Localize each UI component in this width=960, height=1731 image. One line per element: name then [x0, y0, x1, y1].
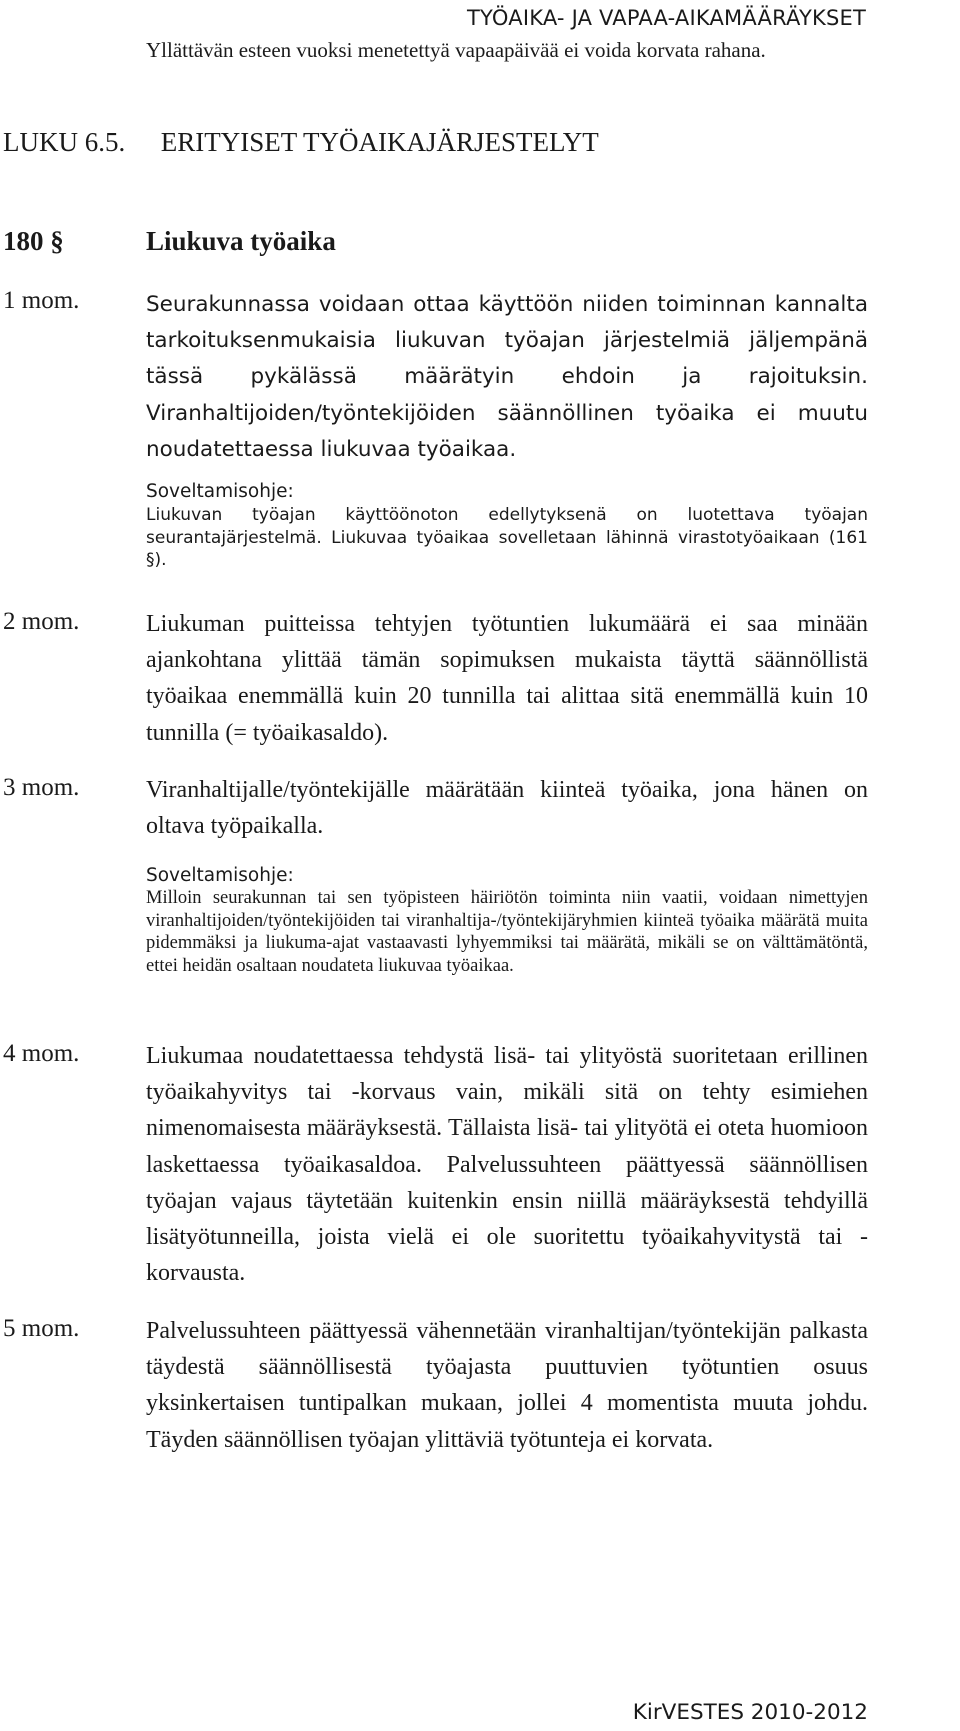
- moment-text-5: Palvelussuhteen päättyessä vähennetään viranhaltijan/työntekijän palkasta täydestä säännöllisestä työajasta puuttuvien työtuntien osuus yksinkertaisen tuntipalkan mukaan, jollei 4 momentista muuta johdu. Täyden säännöllisen työajan ylittäviä työtunteja ei korvata.: [146, 1318, 868, 1453]
- chapter-title: ERITYISET TYÖAIKAJÄRJESTELYT: [160, 127, 599, 157]
- note-label-1: Soveltamisohje:: [146, 481, 294, 502]
- chapter-heading: [3, 127, 599, 158]
- moment-label-2: 2 mom.: [3, 608, 80, 635]
- note-label-3: Soveltamisohje:: [146, 865, 294, 886]
- section-number-line: [3, 226, 64, 257]
- page-footer: KirVESTES 2010-2012: [632, 1700, 868, 1725]
- moment-label-5: 5 mom.: [3, 1315, 80, 1342]
- chapter-number: LUKU 6.5.: [3, 127, 126, 157]
- moment-label-4: 4 mom.: [3, 1040, 80, 1067]
- moment-text-1: Seurakunnassa voidaan ottaa käyttöön niiden toiminnan kannalta tarkoituksenmukaisia liukuvan työajan järjestelmiä jäljempänä tässä pykälässä määrätyin ehdoin ja rajoituksin. Viranhaltijoiden/työntekijöiden säännöllinen työaika ei muutu noudatettaessa liukuvaa työaikaa.: [146, 292, 868, 462]
- section-number: 180: [3, 226, 44, 256]
- section-symbol: §: [50, 226, 64, 256]
- running-header-title: TYÖAIKA- JA VAPAA-AIKAMÄÄRÄYKSET: [467, 6, 866, 30]
- moment-text-3: Viranhaltijalle/työntekijälle määrätään kiinteä työaika, jona hänen on oltava työpaikalla.: [146, 777, 868, 840]
- note-text-3: Milloin seurakunnan tai sen työpisteen häiriötön toiminta niin vaatii, voidaan nimettyjen viranhaltijoiden/työntekijöiden tai viranhaltija-/työntekijäryhmien kiinteä työaika määrätä muita pidemmäksi ja liukuma-ajat vastaavasti lyhyemmiksi tai määrätä, mikäli se on välttämätöntä, ettei heidän osaltaan noudateta liukuvaa työaikaa.: [146, 888, 868, 976]
- running-header-subtitle: Yllättävän esteen vuoksi menetettyä vapaapäivää ei voida korvata rahana.: [146, 38, 766, 62]
- moment-label-3: 3 mom.: [3, 774, 80, 801]
- note-text-1: Liukuvan työajan käyttöönoton edellytyksenä on luotettava työajan seurantajärjestelmä. Liukuvaa työaikaa sovelletaan lähinnä virastotyöaikaan (161 §).: [146, 505, 868, 570]
- moment-text-4: Liukumaa noudatettaessa tehdystä lisä- tai ylityöstä suoritetaan erillinen työaikahyvitys tai -korvaus vain, mikäli sitä on tehty esimiehen nimenomaisesta määräyksestä. Tällaista lisä- tai ylityötä ei oteta huomioon laskettaessa työaikasaldoa. Palvelussuhteen päättyessä säännöllisen työajan vajaus täytetään kuitenkin ensin niillä määräyksestä tehdyillä lisätyötunneilla, joista vielä ei ole suoritettu työaikahyvitystä tai -korvausta.: [146, 1043, 868, 1287]
- section-title: Liukuva työaika: [146, 226, 336, 256]
- moment-label-1: 1 mom.: [3, 287, 80, 314]
- moment-text-2: Liukuman puitteissa tehtyjen työtuntien lukumäärä ei saa minään ajankohtana ylittää tämän sopimuksen mukaista täyttä säännöllistä työaikaa enemmällä kuin 20 tunnilla tai alittaa sitä enemmällä kuin 10 tunnilla (= työaikasaldo).: [146, 611, 868, 746]
